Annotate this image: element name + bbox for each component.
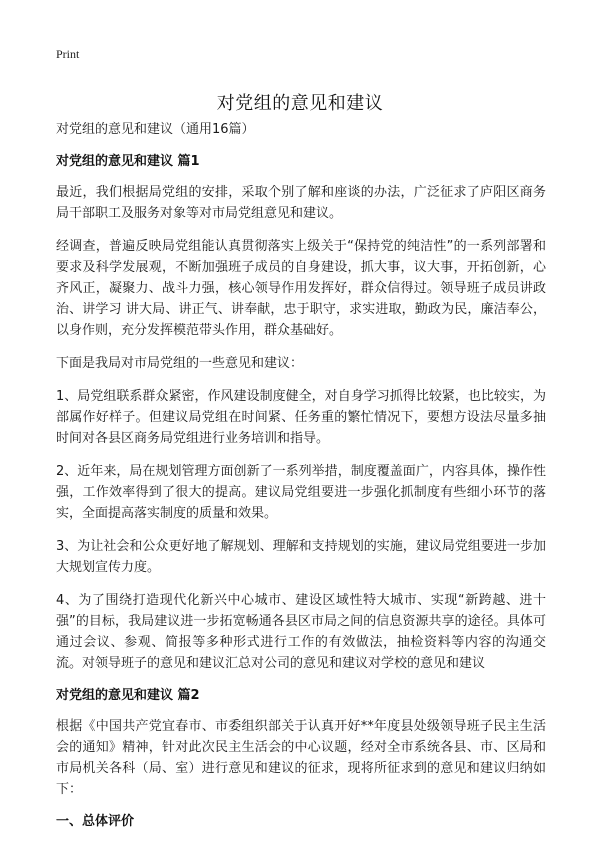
document-title: 对党组的意见和建议 (216, 93, 384, 115)
paragraph: 4、为了围绕打造现代化新兴中心城市、建设区域性特大城市、实现“新跨越、进十强”的目标，我局建议进一步拓宽畅通各县区市局之间的信息资源共享的途径。具体可通过会议、参观、简报等多种形式进行工作的有效做法，抽检资料等内容的沟通交流。对领导班子的意见和建议汇总对公司的意见和建议对学校的意见和建议 (56, 593, 546, 671)
print-label[interactable]: Print (56, 47, 80, 61)
paragraph: 根据《中国共产党宜春市、市委组织部关于认真开好**年度县处级领导班子民主生活会的通知》精神，针对此次民主生活会的中心议题，经对全市系统各县、市、区局和市局机关各科（局、室）进行意见和建议的征求，现将所征求到的意见和建议归纳如下： (56, 719, 546, 797)
paragraph: 经调查，普遍反映局党组能认真贯彻落实上级关于“保持党的纯洁性”的一系列部署和要求及科学发展观，不断加强班子成员的自身建设，抓大事，议大事，开拓创新，心齐风正，凝聚力、战斗力强，核心领导作用发挥好，群众信得过。领导班子成员讲政治、讲学习 讲大局、讲正气、讲奉献，忠于职守，求实进取，勤政为民，廉洁奉公，以身作则，充分发挥模范带头作用，群众基础好。 (56, 239, 546, 338)
paragraph: 1、局党组联系群众紧密，作风建设制度健全，对自身学习抓得比较紧，也比较实，为部属作好样子。但建议局党组在时间紧、任务重的繁忙情况下，要想方设法尽量多抽时间对各县区商务局党组进行业务培训和指导。 (56, 389, 546, 446)
paragraph: 下面是我局对市局党组的一些意见和建议： (56, 356, 304, 371)
section-heading: 对党组的意见和建议 篇1 (56, 154, 200, 169)
section-heading: 对党组的意见和建议 篇2 (56, 688, 200, 703)
document-subtitle: 对党组的意见和建议（通用16篇） (56, 122, 255, 137)
paragraph: 2、近年来，局在规划管理方面创新了一系列举措，制度覆盖面广，内容具体，操作性强，工作效率得到了很大的提高。建议局党组要进一步强化抓制度有些细小环节的落实，全面提高落实制度的质量和效果。 (56, 464, 546, 521)
paragraph: 3、为让社会和公众更好地了解规划、理解和支持规划的实施，建议局党组要进一步加大规划宣传力度。 (56, 539, 546, 575)
paragraph: 最近，我们根据局党组的安排，采取个别了解和座谈的办法，广泛征求了庐阳区商务局干部职工及服务对象等对市局党组意见和建议。 (56, 185, 546, 221)
document-body (56, 120, 546, 842)
sub-section-heading: 一、总体评价 (56, 814, 135, 829)
